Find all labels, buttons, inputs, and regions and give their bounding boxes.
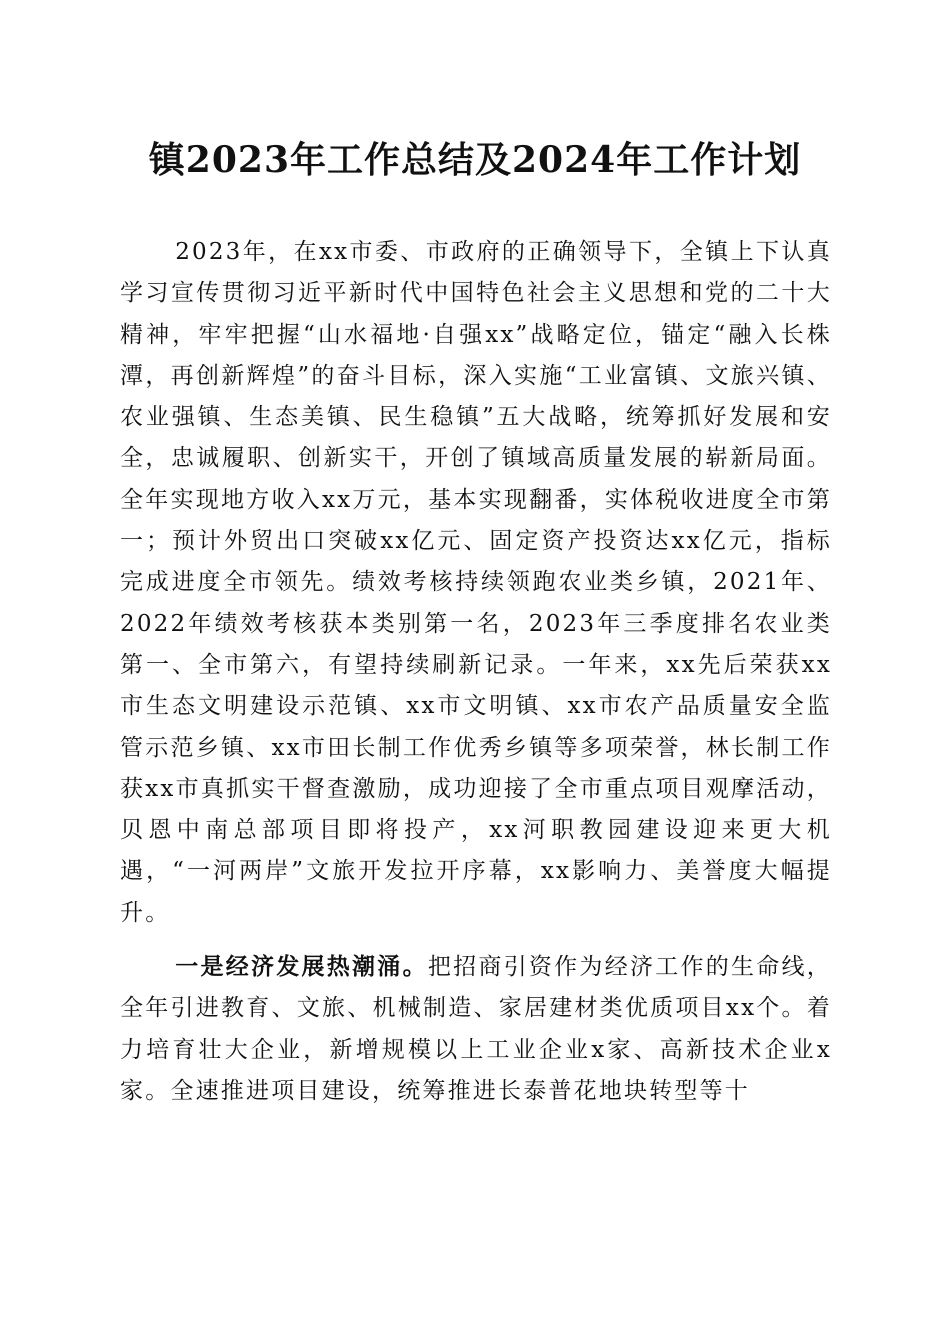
paragraph-lead: 一是经济发展热潮涌。 <box>175 953 428 981</box>
paragraph-intro <box>120 231 832 934</box>
paragraph-text: 把招商引资作为经济工作的生命线，全年引进教育、文旅、机械制造、家居建材类优质项目xx个。着力培育壮大企业，新增规模以上工业企业x家、高新技术企业x家。全速推进项目建设，统筹推进长泰普花地块转型等十 <box>120 954 833 1104</box>
paragraph-text: 2023年，在xx市委、市政府的正确领导下，全镇上下认真学习宣传贯彻习近平新时代中国特色社会主义思想和党的二十大精神，牢牢把握“山水福地·自强xx”战略定位，锚定“融入长株潭，再创新辉煌”的奋斗目标，深入实施“工业富镇、文旅兴镇、农业强镇、生态美镇、民生稳镇”五大战略，统筹抓好发展和安全，忠诚履职、创新实干，开创了镇域高质量发展的崭新局面。全年实现地方收入xx万元，基本实现翻番，实体税收进度全市第一；预计外贸出口突破xx亿元、固定资产投资达xx亿元，指标完成进度全市领先。绩效考核持续领跑农业类乡镇，2021年、2022年绩效考核获本类别第一名，2023年三季度排名农业类第一、全市第六，有望持续刷新记录。一年来，xx先后荣获xx市生态文明建设示范镇、xx市文明镇、xx市农产品质量安全监管示范乡镇、xx市田长制工作优秀乡镇等多项荣誉，林长制工作获xx市真抓实干督查激励，成功迎接了全市重点项目观摩活动，贝恩中南总部项目即将投产，xx河职教园建设迎来更大机遇，“一河两岸”文旅开发拉开序幕，xx影响力、美誉度大幅提升。 <box>120 239 832 926</box>
document-body <box>120 231 832 1112</box>
paragraph-economy <box>120 946 832 1112</box>
document-title: 镇2023年工作总结及2024年工作计划 <box>148 139 802 181</box>
